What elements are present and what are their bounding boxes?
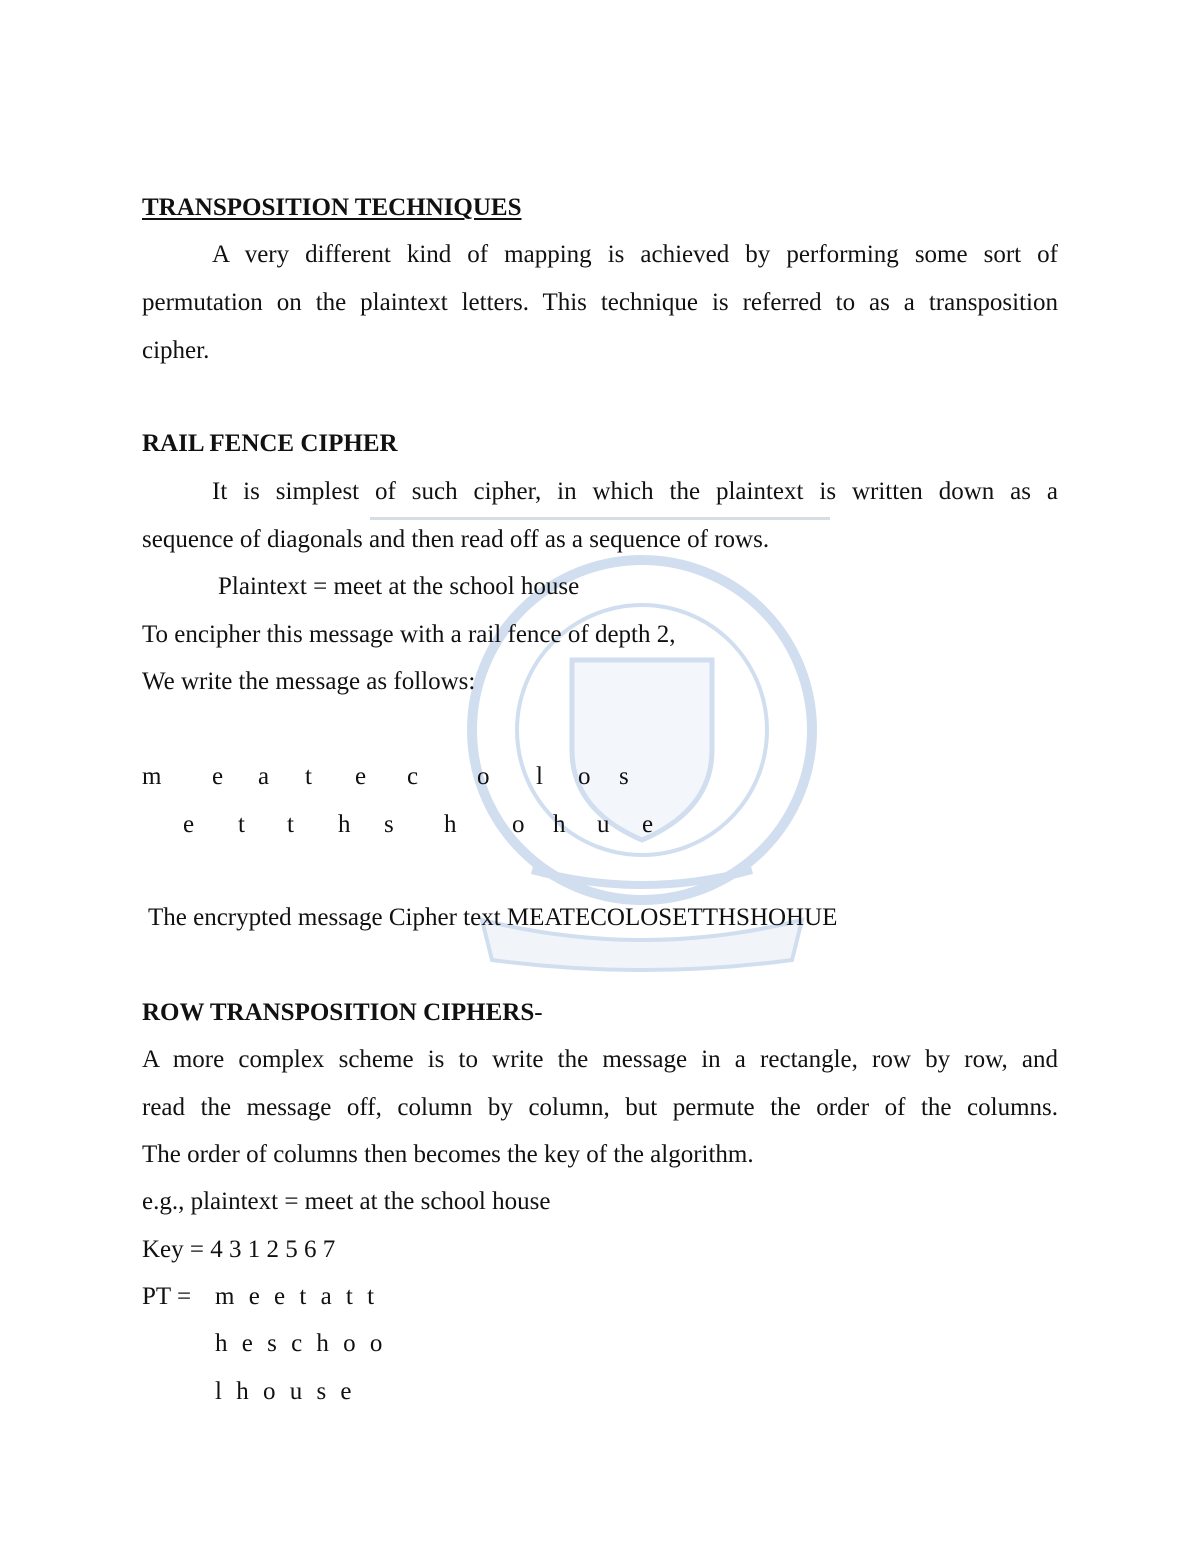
rail-row1-char: a — [258, 763, 270, 790]
rail-row1-char: t — [305, 763, 312, 790]
heading-row-transposition — [142, 998, 543, 1028]
plaintext-line: Plaintext = meet at the school house — [218, 573, 580, 600]
faint-rule — [370, 517, 830, 520]
rail-row1-char: e — [212, 763, 224, 790]
para3-line2: read the message off, column by column, but permute the order of the columns. — [142, 1094, 1058, 1121]
pt-row-3: l h o u s e — [215, 1378, 356, 1405]
rail-row1-char: s — [619, 763, 629, 790]
rail-row2-char: t — [287, 811, 294, 838]
rail-row1-char: m — [142, 763, 162, 790]
rail-row1-char: o — [578, 763, 591, 790]
para3-line3: The order of columns then becomes the key of the algorithm. — [142, 1141, 754, 1168]
rail-row2-char: h — [553, 811, 566, 838]
pt-label: PT = — [142, 1283, 192, 1310]
eg-plaintext-line: e.g., plaintext = meet at the school house — [142, 1188, 551, 1215]
para1-line1-text: A very different kind of mapping is achieved by performing some sort of — [212, 241, 1058, 268]
rail-row2-char: o — [512, 811, 525, 838]
para3-line1: A more complex scheme is to write the message in a rectangle, row by row, and — [142, 1046, 1058, 1073]
rail-row1-char: e — [355, 763, 367, 790]
write-line: We write the message as follows: — [142, 668, 476, 695]
para2-line2: sequence of diagonals and then read off as a sequence of rows. — [142, 526, 770, 553]
pt-row-2: h e s c h o o — [215, 1330, 387, 1357]
para1-line2: permutation on the plaintext letters. This technique is referred to as a transposition — [142, 289, 1058, 316]
heading3-text: ROW TRANSPOSITION CIPHERS — [142, 999, 535, 1026]
encrypted-message-line: The encrypted message Cipher text MEATECOLOSETTHSHOHUE — [148, 904, 838, 931]
key-line: Key = 4 3 1 2 5 6 7 — [142, 1236, 336, 1263]
rail-row1-char: o — [477, 763, 490, 790]
rail-row2-char: s — [384, 811, 394, 838]
rail-row2-char: h — [338, 811, 351, 838]
rail-row2-char: h — [444, 811, 457, 838]
para2-line1-text: It is simplest of such cipher, in which the plaintext is written down as a — [212, 478, 1058, 505]
pt-row-1: m e e t a t t — [215, 1283, 379, 1310]
encipher-line: To encipher this message with a rail fence of depth 2, — [142, 621, 676, 648]
heading-transposition-techniques: TRANSPOSITION TECHNIQUES — [142, 194, 522, 221]
rail-row1-char: l — [536, 763, 543, 790]
para1-line1 — [142, 240, 1058, 270]
para1-line3: cipher. — [142, 337, 210, 364]
rail-row2-char: u — [597, 811, 610, 838]
heading-rail-fence-cipher: RAIL FENCE CIPHER — [142, 430, 398, 457]
rail-row2-char: t — [238, 811, 245, 838]
rail-row2-char: e — [642, 811, 654, 838]
rail-row2-char: e — [183, 811, 195, 838]
rail-row1-char: c — [407, 763, 419, 790]
para2-line1 — [142, 477, 1058, 507]
heading3-dash: - — [534, 999, 543, 1026]
